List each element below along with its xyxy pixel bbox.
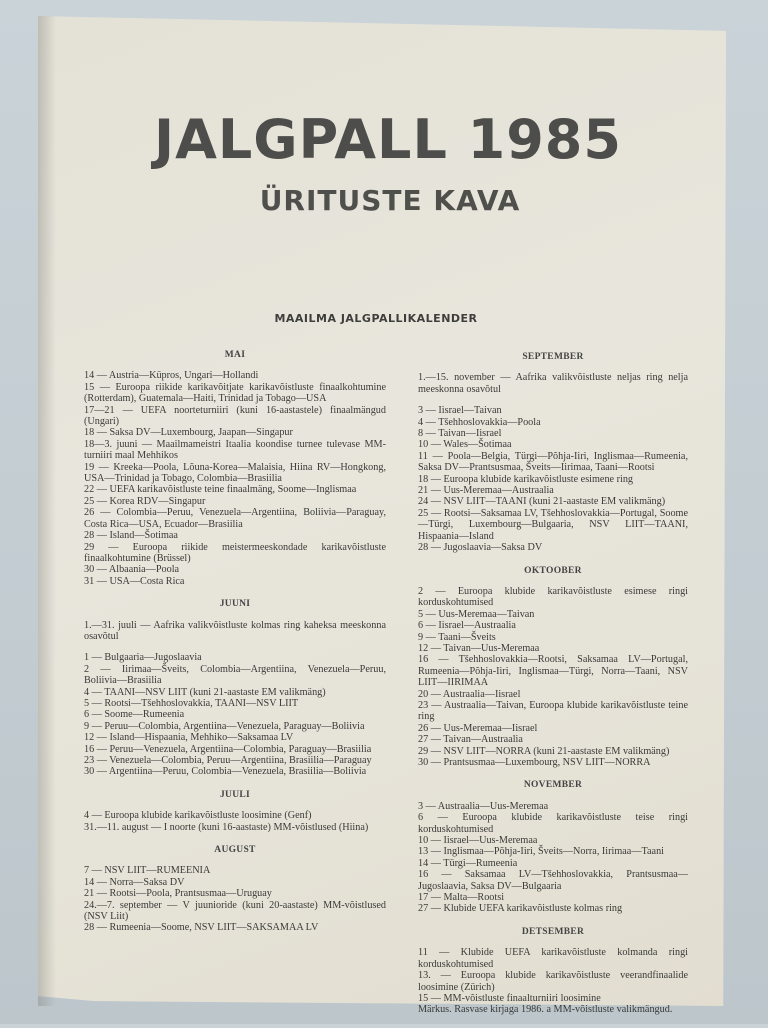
calendar-entry: 13. — Euroopa klubide karikavõistluste veerandfinaalide loosimine (Zürich) [418, 970, 688, 993]
calendar-entry: 25 — Rootsi—Saksamaa LV, Tšehhoslovakkia—Portugal, Soome—Türgi, Luxembourg—Bulgaaria, NSV LIIT—TAANI, Hispaania—Island [418, 507, 688, 542]
calendar-entry: 31 — USA—Costa Rica [84, 575, 185, 587]
document-subtitle: ÜRITUSTE KAVA [259, 184, 521, 217]
month-block [84, 790, 386, 833]
month-intro: 1.—31. juuli — Aafrika valikvõistluste kolmas ring kaheksa meeskonna osavõtul [84, 619, 386, 642]
calendar-entry: 20 — Austraalia—Iisrael [418, 688, 521, 700]
calendar-entry: 10 — Wales—Šotimaa [418, 439, 512, 451]
calendar-entry: 15 — MM-võistluste finaalturniiri loosimine [418, 992, 601, 1004]
month-block [418, 352, 688, 554]
spacer [418, 395, 688, 405]
calendar-entry: 18—3. juuni — Maailmameistri Itaalia koondise turnee tulevase MM-turniiri maal Mehhikos [84, 438, 386, 462]
calendar-entry: 21 — Uus-Meremaa—Austraalia [418, 485, 554, 497]
month-heading: JUULI [219, 789, 250, 800]
right-column [418, 352, 688, 1028]
calendar-entry: 9 — Peruu—Colombia, Argentiina—Venezuela, Paraguay—Boliivia [84, 720, 365, 732]
calendar-entry: 31.—11. august — I noorte (kuni 16-aastaste) MM-võistlused (Hiina) [84, 821, 369, 833]
calendar-entry: 17 — Malta—Rootsi [418, 892, 505, 904]
calendar-entry: 14 — Austria—Küpros, Ungari—Hollandi [84, 370, 259, 382]
calendar-entry: 27 — Taivan—Austraalia [418, 734, 523, 746]
calendar-entry: 8 — Taivan—Iisrael [418, 428, 502, 440]
calendar-entry: 14 — Türgi—Rumeenia [418, 857, 518, 869]
calendar-entry: 29 — NSV LIIT—NORRA (kuni 21-aastaste EM valikmäng) [418, 745, 670, 757]
calendar-entry: 28 — Jugoslaavia—Saksa DV [418, 542, 543, 554]
calendar-entry: 1 — Bulgaaria—Jugoslaavia [84, 652, 202, 664]
calendar-entry: 12 — Taivan—Uus-Meremaa [418, 642, 540, 654]
calendar-entry: Märkus. Rasvase kirjaga 1986. a MM-võistluste valikmängud. [418, 1004, 673, 1016]
calendar-entry: 6 — Iisrael—Austraalia [418, 620, 516, 632]
month-heading: NOVEMBER [523, 780, 583, 791]
calendar-entry: 18 — Saksa DV—Luxembourg, Jaapan—Singapur [84, 427, 293, 439]
calendar-entry: 29 — Euroopa riikide meistermeeskondade karikavõistluste finaalkohtumine (Brüssel) [84, 541, 386, 564]
month-heading: DETSEMBER [521, 926, 585, 937]
left-column [84, 350, 386, 946]
calendar-entry: 2 — Iirimaa—Šveits, Colombia—Argentiina, Venezuela—Peruu, Boliivia—Brasiilia [84, 663, 386, 687]
calendar-entry: 28 — Rumeenia—Soome, NSV LIIT—SAKSAMAA LV [84, 922, 319, 934]
calendar-entry: 5 — Uus-Meremaa—Taivan [418, 608, 535, 620]
calendar-entry: 5 — Rootsi—Tšehhoslovakkia, TAANI—NSV LIIT [84, 697, 299, 709]
calendar-entry: 16 — Peruu—Venezuela, Argentiina—Colombia, Paraguay—Brasiilia [84, 743, 372, 755]
calendar-entry: 11 — Poola—Belgia, Türgi—Põhja-Iiri, Inglismaa—Rumeenia, Saksa DV—Prantsusmaa, Šveits—Iirimaa, Taani—Rootsi [418, 450, 688, 474]
calendar-entry: 6 — Soome—Rumeenia [84, 709, 185, 721]
month-heading: SEPTEMBER [522, 352, 584, 362]
calendar-entry: 16 — Tšehhoslovakkia—Rootsi, Saksamaa LV—Portugal, Rumeenia—Põhja-Iiri, Inglismaa—Türgi, Norra—Taani, NSV LIIT—IIRIMAA [418, 654, 688, 689]
calendar-entry: 25 — Korea RDV—Singapur [84, 495, 206, 507]
section-heading: MAAILMA JALGPALLIKALENDER [274, 312, 478, 325]
month-block [84, 845, 386, 934]
month-block [418, 780, 688, 914]
month-block [418, 927, 688, 1016]
calendar-entry: 16 — Saksamaa LV—Tšehhoslovakkia, Prantsusmaa—Jugoslaavia, Saksa DV—Bulgaaria [418, 869, 688, 892]
calendar-entry: 28 — Island—Šotimaa [84, 530, 178, 542]
spacer [84, 642, 386, 652]
calendar-entry: 6 — Euroopa klubide karikavõistluste teise ringi korduskohtumised [418, 812, 688, 835]
calendar-entry: 23 — Austraalia—Taivan, Euroopa klubide karikavõistluste teine ring [418, 699, 688, 723]
calendar-entry: 12 — Island—Hispaania, Mehhiko—Saksamaa LV [84, 732, 294, 744]
calendar-entry: 26 — Uus-Meremaa—Iisrael [418, 722, 538, 734]
calendar-entry: 7 — NSV LIIT—RUMEENIA [84, 865, 211, 877]
calendar-entry: 21 — Rootsi—Poola, Prantsusmaa—Uruguay [84, 888, 272, 900]
calendar-entry: 26 — Colombia—Peruu, Venezuela—Argentiina, Boliivia—Paraguay, Costa Rica—USA, Ecuador—Brasiilia [84, 507, 386, 530]
calendar-entry: 17—21 — UEFA noorteturniiri (kuni 16-aastastele) finaalmängud (Ungari) [84, 404, 386, 428]
calendar-entry: 24 — NSV LIIT—TAANI (kuni 21-aastaste EM valikmäng) [418, 496, 666, 508]
calendar-entry: 3 — Austraalia—Uus-Meremaa [418, 800, 549, 812]
calendar-entry: 30 — Albaania—Poola [84, 564, 180, 576]
calendar-entry: 24.—7. september — V juunioride (kuni 20-aastaste) MM-võistlused (NSV Liit) [84, 899, 386, 923]
calendar-entry: 22 — UEFA karikavõistluste teine finaalmäng, Soome—Inglismaa [84, 484, 357, 496]
calendar-entry: 14 — Norra—Saksa DV [84, 876, 185, 888]
calendar-entry: 23 — Venezuela—Colombia, Peruu—Argentiina, Brasiilia—Paraguay [84, 755, 372, 766]
calendar-entry: 18 — Euroopa klubide karikavõistluste esimene ring [418, 473, 634, 485]
calendar-entry: 13 — Inglismaa—Põhja-Iiri, Šveits—Norra, Iirimaa—Taani [418, 846, 664, 858]
document-title: JALGPALL 1985 [154, 108, 622, 171]
calendar-entry: 4 — Tšehhoslovakkia—Poola [418, 416, 541, 428]
calendar-entry: 15 — Euroopa riikide karikavõitjate karikavõistluste finaalkohtumine (Rotterdam), Guatemala—Haiti, Trinidad ja Tobago—USA [84, 381, 386, 405]
calendar-entry: 30 — Prantsusmaa—Luxembourg, NSV LIIT—NORRA [418, 757, 651, 768]
month-block [84, 599, 386, 778]
month-heading: OKTOOBER [524, 565, 582, 576]
month-block [84, 350, 386, 587]
month-block [418, 566, 688, 769]
calendar-entry: 3 — Iisrael—Taivan [418, 405, 502, 417]
calendar-entry: 10 — Iisrael—Uus-Meremaa [418, 835, 538, 847]
calendar-entry: 2 — Euroopa klubide karikavõistluste esimese ringi korduskohtumised [418, 585, 688, 609]
calendar-entry: 19 — Kreeka—Poola, Lõuna-Korea—Malaisia, Hiina RV—Hongkong, USA—Trinidad ja Tobago, Colombia—Brasiilia [84, 461, 386, 485]
calendar-entry: 30 — Argentiina—Peruu, Colombia—Venezuela, Brasiilia—Boliivia [84, 766, 367, 778]
calendar-entry: 27 — Klubide UEFA karikavõistluste kolmas ring [418, 903, 623, 915]
calendar-entry: 4 — Euroopa klubide karikavõistluste loosimine (Genf) [84, 810, 312, 822]
month-heading: JUUNI [219, 599, 251, 610]
calendar-entry: 9 — Taani—Šveits [418, 631, 496, 643]
calendar-entry: 11 — Klubide UEFA karikavõistluste kolmanda ringi korduskohtumised [418, 947, 688, 970]
month-heading: AUGUST [214, 845, 256, 856]
month-intro: 1.—15. november — Aafrika valikvõistluste neljas ring nelja meeskonna osavõtul [418, 372, 688, 395]
calendar-entry: 4 — TAANI—NSV LIIT (kuni 21-aastaste EM valikmäng) [84, 686, 326, 698]
month-heading: MAI [224, 350, 246, 360]
